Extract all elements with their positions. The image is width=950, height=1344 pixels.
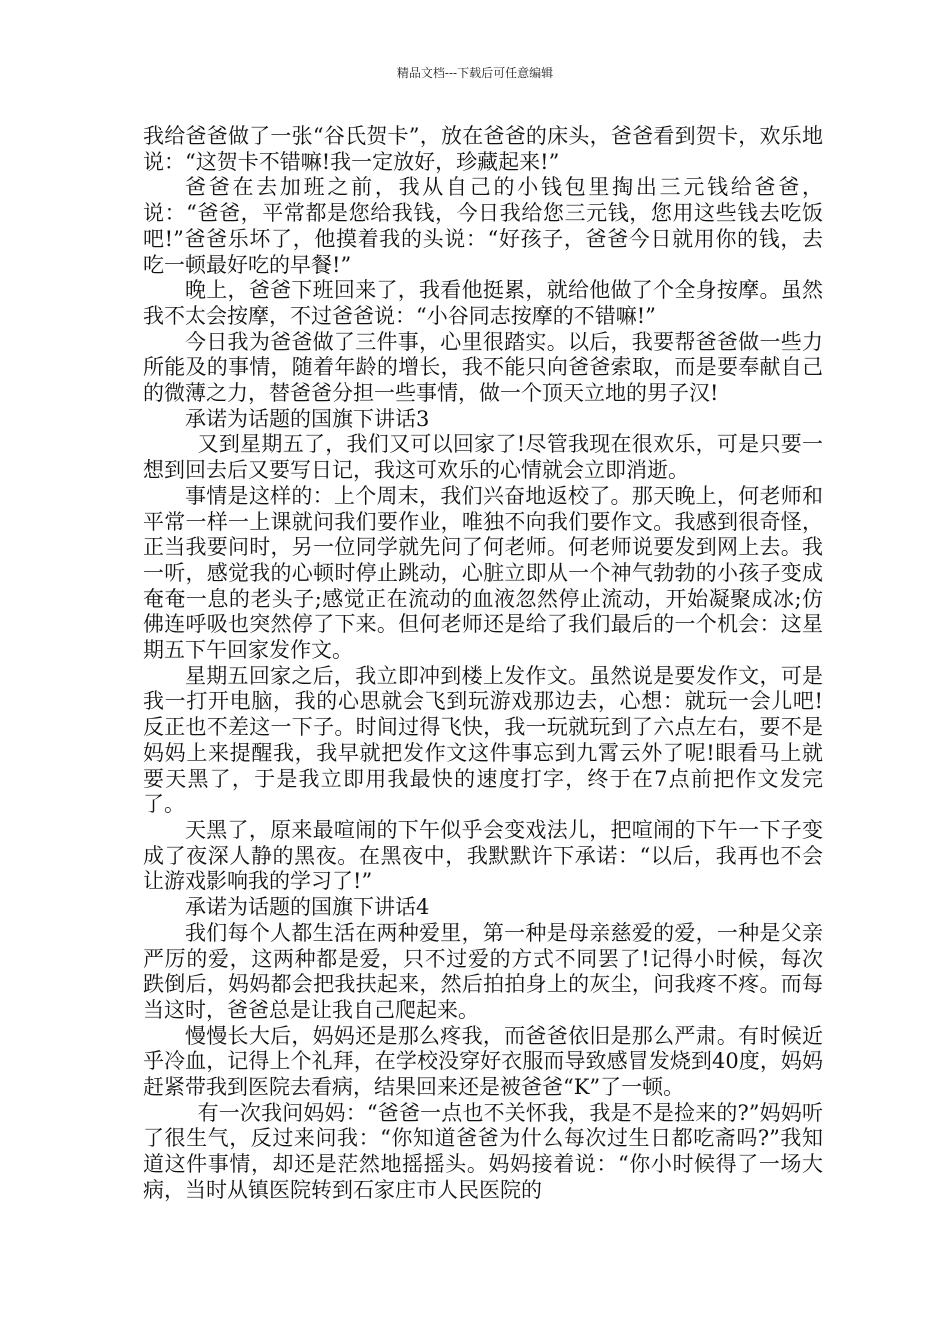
paragraph: 星期五回家之后，我立即冲到楼上发作文。虽然说是要发作文，可是我一打开电脑，我的心思就会飞到玩游戏那边去，心想：就玩一会儿吧!反正也不差这一下子。时间过得飞快，我一玩就玩到了六点左右，要不是妈妈上来提醒我，我早就把发作文这件事忘到九霄云外了呢!眼看马上就要天黑了，于是我立即用我最快的速度打字，终于在7点前把作文发完了。 xyxy=(143,663,823,817)
section-heading: 承诺为话题的国旗下讲话3 xyxy=(185,406,430,431)
paragraph: 我们每个人都生活在两种爱里，第一种是母亲慈爱的爱，一种是父亲严厉的爱，这两种都是爱，只不过爱的方式不同罢了!记得小时候，每次跌倒后，妈妈都会把我扶起来，然后拍拍身上的灰尘，问我疼不疼。而每当这时，爸爸总是让我自己爬起来。 xyxy=(143,920,823,1022)
paragraph: 又到星期五了，我们又可以回家了!尽管我现在很欢乐，可是只要一想到回去后又要写日记，我这可欢乐的心情就会立即消逝。 xyxy=(143,432,823,483)
paragraph: 我给爸爸做了一张“谷氏贺卡”，放在爸爸的床头，爸爸看到贺卡，欢乐地说：“这贺卡不错嘛!我一定放好，珍藏起来!” xyxy=(143,124,823,174)
paragraph: 事情是这样的：上个周末，我们兴奋地返校了。那天晚上，何老师和平常一样一上课就问我们要作业，唯独不向我们要作文。我感到很奇怪，正当我要问时，另一位同学就先问了何老师。何老师说要发到网上去。我一听，感觉我的心顿时停止跳动，心脏立即从一个神气勃勃的小孩子变成奄奄一息的老头子;感觉正在流动的血液忽然停止流动，开始凝聚成冰;仿佛连呼吸也突然停了下来。但何老师还是给了我们最后的一个机会：这星期五下午回家发作文。 xyxy=(143,483,823,663)
document-body xyxy=(143,124,823,1204)
paragraph: 慢慢长大后，妈妈还是那么疼我，而爸爸依旧是那么严肃。有时候近乎冷血，记得上个礼拜，在学校没穿好衣服而导致感冒发烧到40度，妈妈赶紧带我到医院去看病，结果回来还是被爸爸“K”了一顿。 xyxy=(143,1023,823,1100)
paragraph: 有一次我问妈妈：“爸爸一点也不关怀我，我是不是捡来的?”妈妈听了很生气，反过来问我：“你知道爸爸为什么每次过生日都吃斋吗?”我知道这件事情，却还是茫然地摇摇头。妈妈接着说：“你小时候得了一场大病，当时从镇医院转到石家庄市人民医院的 xyxy=(143,1100,823,1202)
paragraph: 今日我为爸爸做了三件事，心里很踏实。以后，我要帮爸爸做一些力所能及的事情，随着年龄的增长，我不能只向爸爸索取，而是要奉献自己的微薄之力，替爸爸分担一些事情，做一个顶天立地的男子汉! xyxy=(143,329,823,406)
page-header: 精品文档---下载后可任意编辑 xyxy=(396,66,554,80)
paragraph: 晚上，爸爸下班回来了，我看他挺累，就给他做了个全身按摩。虽然我不太会按摩，不过爸爸说：“小谷同志按摩的不错嘛!” xyxy=(143,278,823,328)
section-heading: 承诺为话题的国旗下讲话4 xyxy=(185,895,430,920)
paragraph: 天黑了，原来最喧闹的下午似乎会变戏法儿，把喧闹的下午一下子变成了夜深人静的黑夜。在黑夜中，我默默许下承诺：“以后，我再也不会让游戏影响我的学习了!” xyxy=(143,817,823,894)
paragraph: 爸爸在去加班之前，我从自己的小钱包里掏出三元钱给爸爸，说：“爸爸，平常都是您给我钱，今日我给您三元钱，您用这些钱去吃饭吧!”爸爸乐坏了，他摸着我的头说：“好孩子，爸爸今日就用你的钱，去吃一顿最好吃的早餐!” xyxy=(143,175,823,277)
